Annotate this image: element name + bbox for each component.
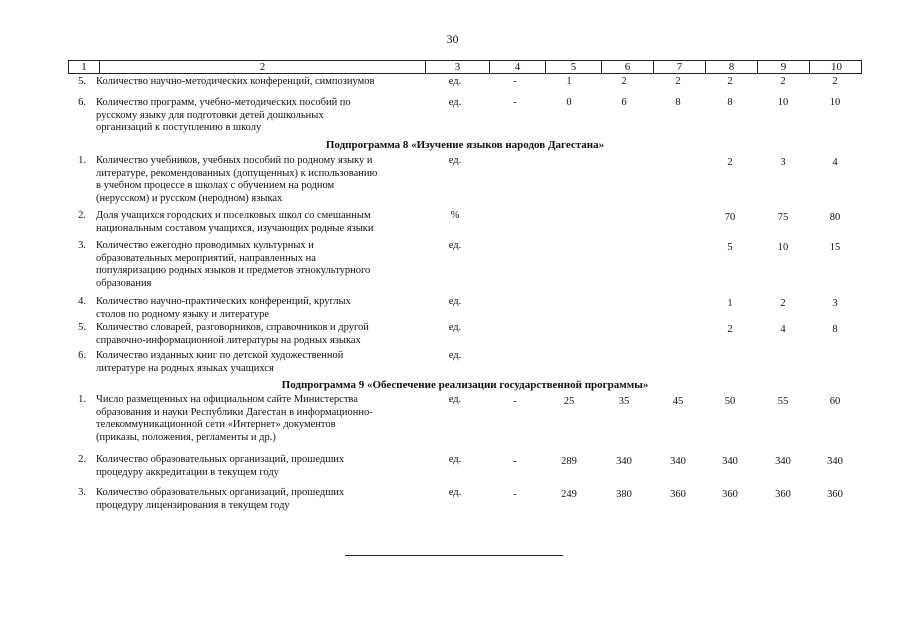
header-cell-3: 3 [425, 61, 489, 73]
row-description-line: Количество учебников, учебных пособий по родному языку и [96, 155, 373, 166]
row-description-line: образования и науки Республики Дагестан в информационно- [96, 406, 373, 418]
row-description-line: Количество образовательных организаций, прошедших [96, 487, 345, 498]
row-number: 3. [78, 487, 86, 498]
row-description-line: образовательных мероприятий, направленных на [96, 252, 316, 264]
row-description-line: литературе, рекомендованных (допущенных) к использованию [96, 167, 378, 179]
value-cell-7: 2 [675, 76, 681, 87]
value-cell-8: 1 [727, 298, 733, 309]
value-cell-9: 75 [777, 212, 789, 223]
row-description-line: (нерусском) и русском (неродном) языках [96, 192, 283, 204]
unit-cell: % [450, 210, 460, 221]
value-cell-8: 2 [727, 157, 733, 168]
row-description-line: Количество изданных книг по детской художественной [96, 350, 344, 361]
unit-cell: ед. [448, 322, 462, 333]
subprogram-8-heading: Подпрограмма 8 «Изучение языков народов Дагестана» [325, 139, 605, 151]
row-description-line: Количество ежегодно проводимых культурных и [96, 240, 314, 251]
value-cell-9: 340 [775, 456, 791, 467]
row-description-line: Число размещенных на официальном сайте Министерства [96, 394, 358, 405]
row-number: 4. [78, 296, 86, 307]
value-cell-10: 3 [832, 298, 838, 309]
row-description-line: Количество научно-практических конференций, круглых [96, 296, 351, 307]
row-description-line: справочно-информационной литературы на родных языках [96, 334, 361, 346]
table-header-row [68, 60, 862, 74]
unit-cell: ед. [448, 155, 462, 166]
row-number: 1. [78, 394, 86, 405]
page-number: 30 [446, 32, 459, 46]
value-cell-7: 360 [670, 489, 686, 500]
row-description-line: организаций к поступлению в школу [96, 122, 262, 133]
row-description-line: образования [96, 277, 152, 289]
row-number: 2. [78, 454, 86, 465]
row-number: 5. [78, 76, 86, 87]
row-description-line: популяризацию родных языков и предметов этнокультурного [96, 265, 371, 276]
row-description-line: процедуру аккредитации в текущем году [96, 466, 279, 478]
value-cell-5: 0 [566, 97, 572, 108]
value-cell-7: 45 [672, 396, 684, 407]
unit-cell: ед. [448, 394, 462, 405]
value-cell-10: 60 [829, 396, 841, 407]
value-cell-5: 289 [561, 456, 577, 467]
unit-cell: ед. [448, 240, 462, 251]
header-cell-8: 8 [705, 61, 757, 73]
value-cell-8: 70 [724, 212, 736, 223]
row-number: 3. [78, 240, 86, 251]
value-cell-4: - [513, 97, 517, 108]
value-cell-6: 6 [621, 97, 627, 108]
row-number: 1. [78, 155, 86, 166]
row-description-line: русскому языку для подготовки детей дошкольных [96, 109, 324, 121]
row-description-line: Доля учащихся городских и поселковых школ со смешанным [96, 210, 371, 221]
value-cell-4: - [513, 456, 517, 467]
value-cell-9: 2 [780, 76, 786, 87]
row-number: 5. [78, 322, 86, 333]
value-cell-7: 8 [675, 97, 681, 108]
value-cell-8: 2 [727, 76, 733, 87]
value-cell-10: 360 [827, 489, 843, 500]
value-cell-6: 2 [621, 76, 627, 87]
row-description-line: (приказы, положения, регламенты и др.) [96, 431, 276, 443]
value-cell-10: 10 [829, 97, 841, 108]
row-description-line: литературе на родных языках учащихся [96, 362, 274, 374]
end-rule [345, 555, 563, 556]
value-cell-9: 10 [777, 97, 789, 108]
value-cell-10: 80 [829, 212, 841, 223]
value-cell-4: - [513, 396, 517, 407]
value-cell-6: 380 [616, 489, 632, 500]
header-cell-9: 9 [757, 61, 809, 73]
row-description-line: Количество словарей, разговорников, справочников и другой [96, 322, 369, 333]
header-cell-10: 10 [809, 61, 863, 73]
value-cell-9: 360 [775, 489, 791, 500]
value-cell-8: 5 [727, 242, 733, 253]
header-cell-2: 2 [99, 61, 425, 73]
row-description-line: столов по родному языку и литературе [96, 308, 269, 320]
value-cell-10: 2 [832, 76, 838, 87]
unit-cell: ед. [448, 97, 462, 108]
row-description-line: процедуру лицензирования в текущем году [96, 499, 290, 511]
value-cell-8: 340 [722, 456, 738, 467]
row-description-line: телекоммуникационной сети «Интернет» документов [96, 419, 336, 430]
value-cell-10: 4 [832, 157, 838, 168]
value-cell-7: 340 [670, 456, 686, 467]
value-cell-6: 35 [618, 396, 630, 407]
row-description-line: в учебном процессе в школах с обучением на родном [96, 180, 335, 191]
value-cell-9: 55 [777, 396, 789, 407]
header-cell-1: 1 [81, 61, 87, 73]
value-cell-8: 2 [727, 324, 733, 335]
value-cell-10: 340 [827, 456, 843, 467]
header-cell-7: 7 [653, 61, 705, 73]
unit-cell: ед. [448, 350, 462, 361]
header-cell-4: 4 [489, 61, 545, 73]
value-cell-4: - [513, 76, 517, 87]
value-cell-4: - [513, 489, 517, 500]
row-description-line: национальным составом учащихся, изучающих родные языки [96, 222, 374, 234]
row-number: 6. [78, 97, 86, 108]
value-cell-8: 8 [727, 97, 733, 108]
value-cell-6: 340 [616, 456, 632, 467]
value-cell-5: 249 [561, 489, 577, 500]
row-description-line: Количество программ, учебно-методических пособий по [96, 97, 351, 108]
subprogram-9-heading: Подпрограмма 9 «Обеспечение реализации государственной программы» [281, 379, 649, 391]
value-cell-10: 15 [829, 242, 841, 253]
value-cell-9: 3 [780, 157, 786, 168]
header-cell-6: 6 [601, 61, 653, 73]
value-cell-5: 25 [563, 396, 575, 407]
unit-cell: ед. [448, 76, 462, 87]
row-description-line: Количество научно-методических конференций, симпозиумов [96, 76, 375, 87]
value-cell-10: 8 [832, 324, 838, 335]
value-cell-9: 4 [780, 324, 786, 335]
unit-cell: ед. [448, 487, 462, 498]
unit-cell: ед. [448, 454, 462, 465]
value-cell-9: 2 [780, 298, 786, 309]
header-cell-5: 5 [545, 61, 601, 73]
value-cell-8: 360 [722, 489, 738, 500]
unit-cell: ед. [448, 296, 462, 307]
row-description-line: Количество образовательных организаций, прошедших [96, 454, 345, 465]
value-cell-9: 10 [777, 242, 789, 253]
row-number: 2. [78, 210, 86, 221]
value-cell-8: 50 [724, 396, 736, 407]
row-number: 6. [78, 350, 86, 361]
value-cell-5: 1 [566, 76, 572, 87]
